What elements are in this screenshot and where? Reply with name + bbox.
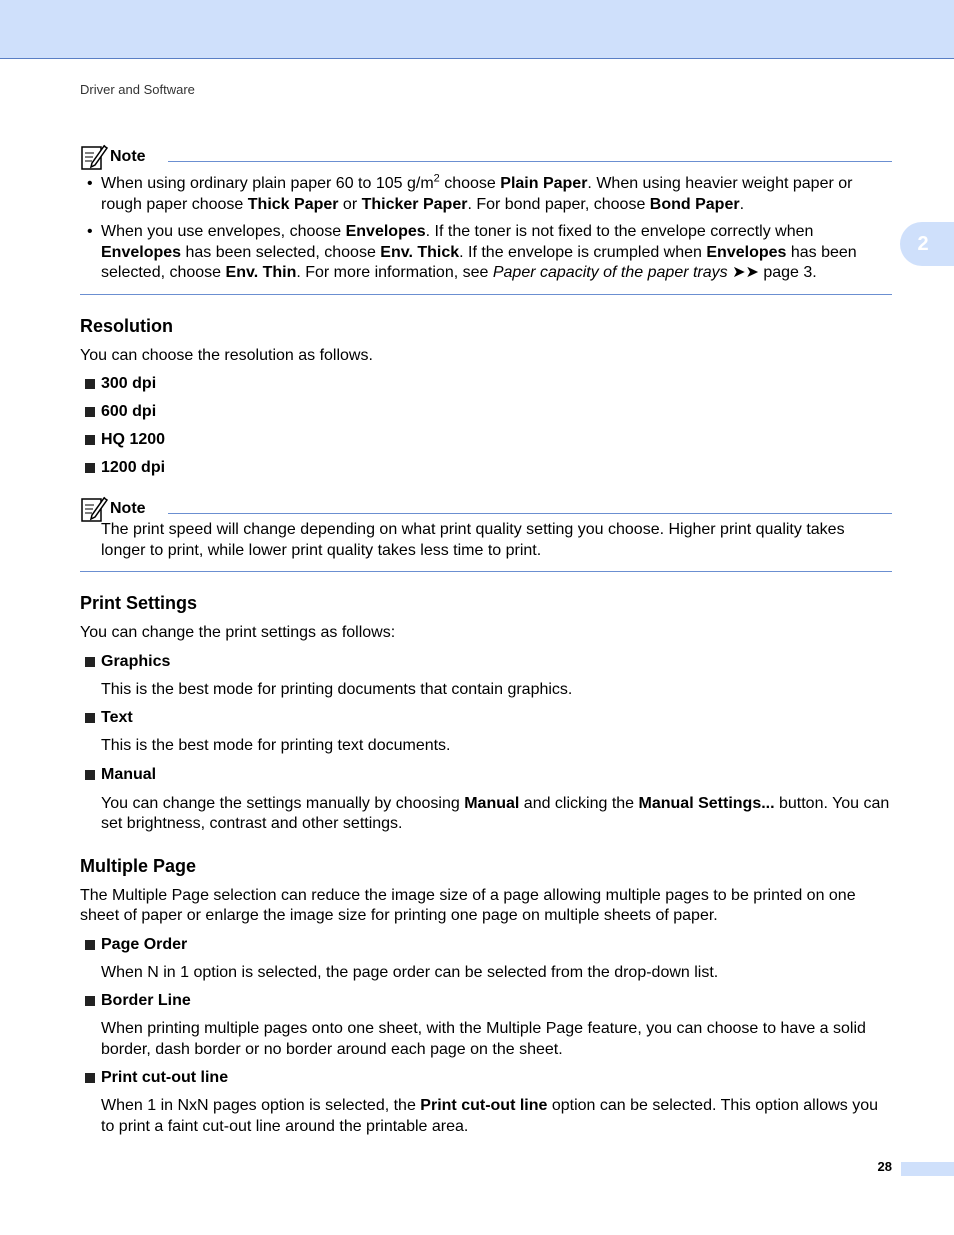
note-body: The print speed will change depending on what print quality setting you choose. Higher print quality takes longer to print, while lower print quality takes less time to print. xyxy=(101,521,845,559)
list-item: HQ 1200 xyxy=(80,430,892,450)
note-title: Note xyxy=(110,499,146,517)
note-body xyxy=(80,174,892,284)
item-description: You can change the settings manually by choosing Manual and clicking the Manual Settings... button. You can set brightness, contrast and other settings. xyxy=(101,794,890,832)
list-item: 1200 dpi xyxy=(80,458,892,478)
header-band xyxy=(0,0,954,59)
note-header xyxy=(80,140,892,174)
chapter-tab[interactable]: 2 xyxy=(900,222,954,266)
section-heading-print-settings: Print Settings xyxy=(80,593,198,613)
section-intro: You can change the print settings as follows: xyxy=(80,624,396,641)
item-description: When N in 1 option is selected, the page order can be selected from the drop-down list. xyxy=(101,963,719,981)
running-title: Driver and Software xyxy=(80,82,195,97)
list-item: Manual xyxy=(80,765,892,785)
list-item: Page Order xyxy=(80,935,892,955)
note-rule xyxy=(168,513,892,514)
note-rule xyxy=(168,161,892,162)
section-intro: You can choose the resolution as follows. xyxy=(80,346,373,364)
section-heading-resolution: Resolution xyxy=(80,315,173,336)
page-number: 28 xyxy=(877,1159,892,1174)
note-box xyxy=(80,140,892,295)
item-description: This is the best mode for printing documents that contain graphics. xyxy=(101,680,573,698)
note-pencil-icon xyxy=(80,143,108,171)
note-bullet: • When using ordinary plain paper 60 to 105 $g/m^2$ choose Plain Paper. When using heavier weight paper or rough paper choose Thick Paper or Thicker Paper. For bond paper, choose Bond Paper. xyxy=(101,174,892,215)
list-item: Border Line xyxy=(80,991,892,1011)
note-bullet: • When you use envelopes, choose Envelopes. If the toner is not fixed to the envelope correctly when Envelopes has been selected, choose Env. Thick. If the envelope is crumpled when Envelopes has been selected, choose Env. Thin. For more information, see Paper capacity of the paper trays ➤➤ page 3. xyxy=(101,222,892,284)
note-end-rule xyxy=(80,294,892,295)
note-end-rule xyxy=(80,571,892,572)
item-description: When printing multiple pages onto one sheet, with the Multiple Page feature, you can choose to have a solid border, dash border or no border around each page on the sheet. xyxy=(101,1020,866,1058)
page-content xyxy=(80,140,892,1137)
list-item: 300 dpi xyxy=(80,374,892,394)
section-heading-multiple-page: Multiple Page xyxy=(80,855,197,876)
note-box xyxy=(80,492,892,572)
list-item: Print cut-out line xyxy=(80,1068,892,1088)
list-item: Text xyxy=(80,708,892,728)
footer-bar xyxy=(901,1162,954,1176)
note-header xyxy=(80,492,892,526)
cross-reference-link[interactable]: Paper capacity of the paper trays xyxy=(492,264,728,281)
list-item: 600 dpi xyxy=(80,402,892,422)
note-title: Note xyxy=(110,147,146,165)
item-description: When 1 in NxN pages option is selected, the Print cut-out line option can be selected. This option allows you to print a faint cut-out line around the printable area. xyxy=(101,1097,878,1135)
section-intro: The Multiple Page selection can reduce the image size of a page allowing multiple pages to be printed on one sheet of paper or enlarge the image size for printing one page on multiple sheets of paper. xyxy=(80,886,856,924)
list-item: Graphics xyxy=(80,652,892,672)
arrow-icon: ➤➤ xyxy=(727,264,764,281)
note-pencil-icon xyxy=(80,495,108,523)
item-description: This is the best mode for printing text documents. xyxy=(101,737,451,754)
